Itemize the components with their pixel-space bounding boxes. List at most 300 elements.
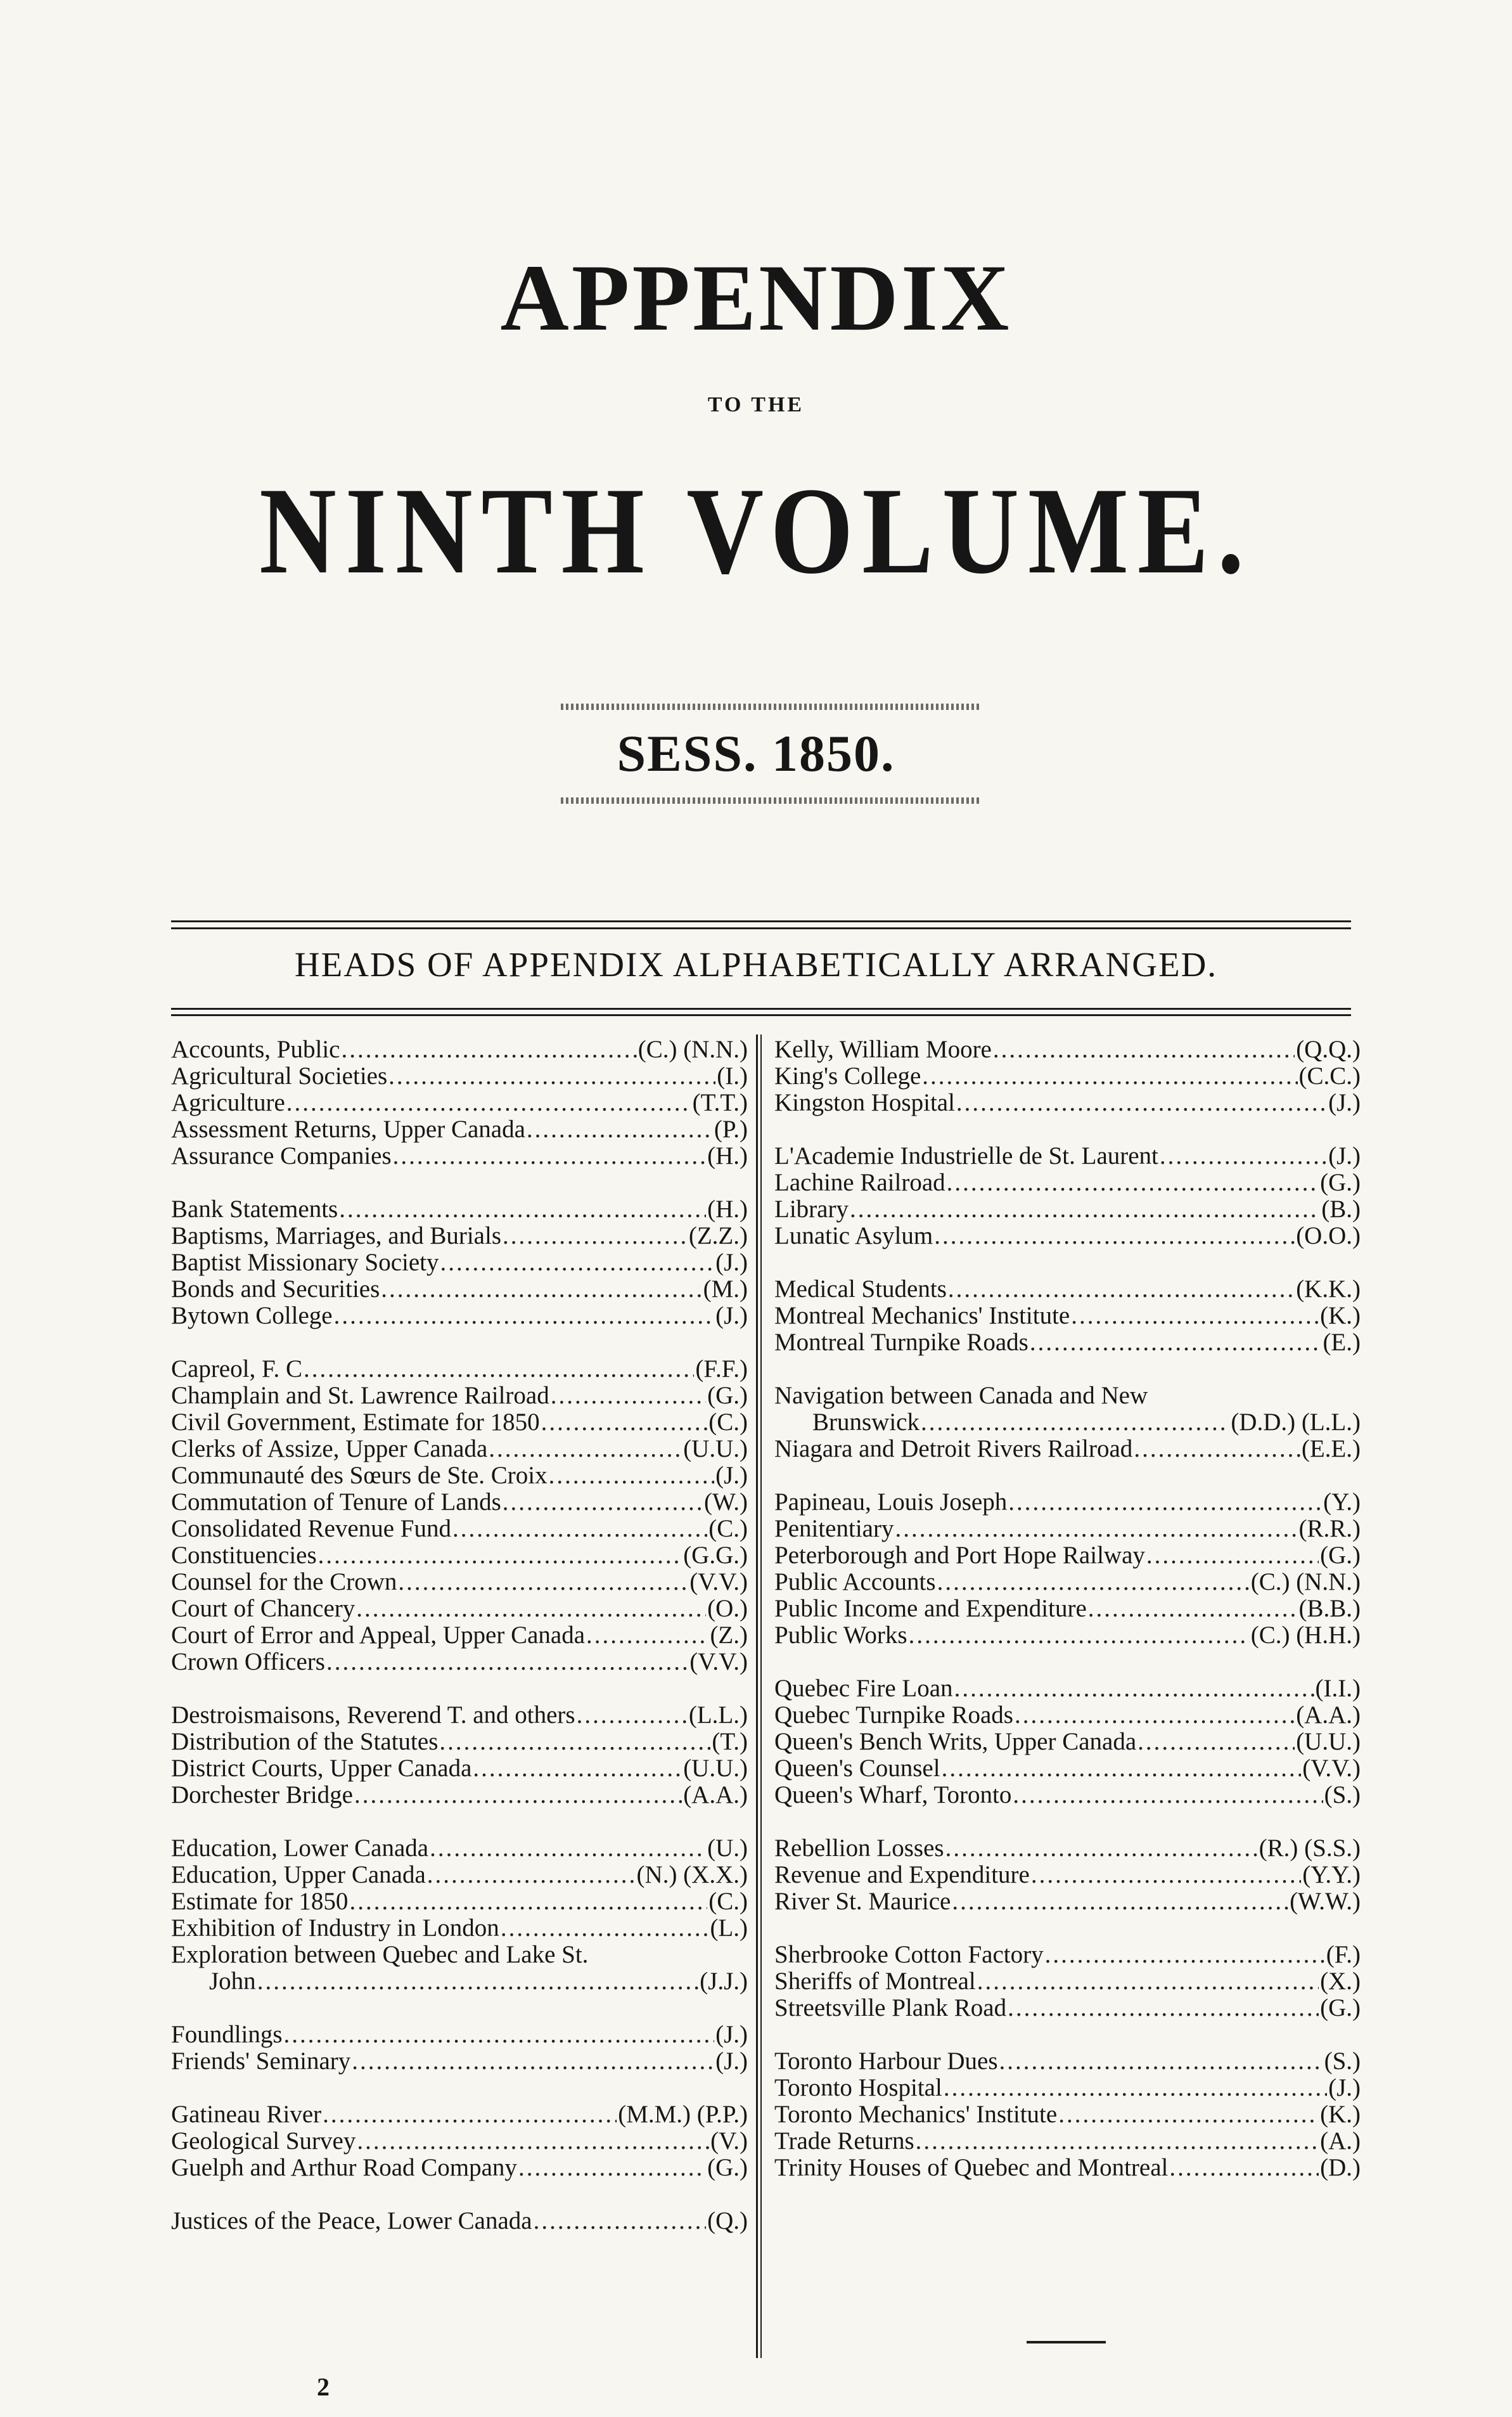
entry-reference: (G.) [707, 1382, 748, 1409]
entry-label: Crown Officers [171, 1648, 325, 1675]
entry-label: Exploration between Quebec and Lake St. [171, 1941, 589, 1968]
entry-reference: (E.) [1323, 1329, 1361, 1356]
leader-dots [999, 2048, 1323, 2075]
subheader-rule-2 [171, 1014, 1351, 1016]
leader-dots [501, 1915, 709, 1942]
entry-label: Revenue and Expenditure [774, 1861, 1030, 1888]
entry-reference: (F.) [1326, 1941, 1361, 1968]
entry-label: Capreol, F. C [171, 1355, 303, 1383]
entry-label: Queen's Wharf, Toronto [774, 1781, 1012, 1808]
leader-dots [326, 1649, 688, 1675]
entry-reference: (K.) [1320, 1302, 1361, 1329]
index-entry [171, 1542, 748, 1569]
entry-reference: (J.) [1328, 2074, 1361, 2101]
index-entry [171, 1223, 748, 1249]
entry-label: Accounts, Public [171, 1036, 340, 1063]
entry-label: Consolidated Revenue Fund [171, 1515, 451, 1542]
page-number: 2 [317, 2373, 330, 2401]
index-entry [774, 1436, 1361, 1462]
entry-reference: (S.) [1324, 1781, 1361, 1808]
index-entry [774, 1170, 1361, 1196]
index-entry [171, 1383, 748, 1409]
entry-reference: (O.O.) [1296, 1222, 1361, 1249]
leader-dots [284, 2021, 715, 2048]
entry-label: Toronto Harbour Dues [774, 2047, 998, 2075]
entry-reference: (Y.) [1323, 1488, 1361, 1516]
entry-label: Streetsville Plank Road [774, 1994, 1007, 2021]
index-entry [171, 1409, 748, 1436]
leader-dots [922, 1063, 1297, 1090]
index-entry [774, 1755, 1361, 1782]
leader-dots [323, 2101, 617, 2128]
leader-dots [1015, 1702, 1295, 1729]
index-entry [774, 1409, 1361, 1436]
entry-reference: (C.) [708, 1888, 748, 1915]
index-entry [774, 1729, 1361, 1755]
leader-dots [909, 1622, 1250, 1649]
header-rule-thin-2 [171, 927, 1351, 929]
entry-label: Baptisms, Marriages, and Burials [171, 1222, 501, 1249]
leader-dots [341, 1036, 636, 1063]
leader-dots [577, 1702, 688, 1729]
entry-label: Friends' Seminary [171, 2047, 351, 2075]
leader-dots [473, 1755, 682, 1782]
session-heading: SESS. 1850. [617, 725, 895, 782]
index-entry [774, 1542, 1361, 1569]
entry-reference: (D.) [1320, 2154, 1361, 2181]
entry-reference: (J.) [715, 1302, 748, 1329]
entry-label: Queen's Counsel [774, 1755, 940, 1782]
entry-reference: (J.J.) [700, 1968, 748, 1995]
entry-label: Public Accounts [774, 1568, 936, 1595]
entry-label: Foundlings [171, 2021, 283, 2048]
index-entry [171, 1755, 748, 1782]
leader-dots [356, 1595, 706, 1622]
entry-reference: (U.) [707, 1834, 748, 1862]
entry-reference: (G.G.) [683, 1542, 748, 1569]
entry-reference: (V.V.) [689, 1568, 748, 1595]
entry-label: Baptist Missionary Society [171, 1249, 439, 1276]
entry-reference: (T.T.) [692, 1089, 748, 1116]
index-entry [171, 2021, 748, 2048]
index-entry [774, 2101, 1361, 2128]
index-entry [171, 1835, 748, 1862]
index-entry [171, 1036, 748, 1063]
entry-reference: (M.) [703, 1275, 748, 1303]
index-entry [774, 1595, 1361, 1622]
index-entry [171, 2208, 748, 2234]
leader-dots [393, 1143, 706, 1170]
index-entry [774, 1782, 1361, 1808]
leader-dots [1031, 1862, 1301, 1888]
leader-dots [1088, 1595, 1298, 1622]
entry-reference: (A.A.) [1296, 1701, 1361, 1729]
entry-label: Exhibition of Industry in London [171, 1914, 499, 1942]
index-entry [171, 2101, 748, 2128]
entry-reference: (S.) [1324, 2047, 1361, 2075]
decorative-rule-bottom [561, 797, 979, 804]
entry-reference: (G.) [1320, 1169, 1361, 1196]
leader-dots [1160, 1143, 1327, 1170]
leader-dots [1071, 1303, 1319, 1329]
leader-dots [1013, 1782, 1323, 1808]
entry-reference: (C.C.) [1298, 1062, 1361, 1090]
leader-dots [1169, 2155, 1319, 2181]
index-entry [774, 1835, 1361, 1862]
index-entry [774, 1276, 1361, 1303]
index-entry [774, 1675, 1361, 1702]
leader-dots [921, 1409, 1229, 1436]
end-rule [1027, 2341, 1106, 2343]
entry-label: Geological Survey [171, 2127, 356, 2155]
entry-reference: (L.L.) [688, 1701, 748, 1729]
entry-label: Counsel for the Crown [171, 1568, 397, 1595]
leader-dots [381, 1276, 702, 1303]
leader-dots [1146, 1542, 1319, 1569]
entry-label: King's College [774, 1062, 921, 1090]
leader-dots [503, 1223, 688, 1249]
entry-label: Bank Statements [171, 1196, 338, 1223]
entry-label: Assurance Companies [171, 1142, 392, 1170]
index-entry [171, 1888, 748, 1915]
entry-label: Toronto Mechanics' Institute [774, 2101, 1058, 2128]
column-divider-2 [760, 1034, 762, 2358]
index-entry [774, 1303, 1361, 1329]
entry-label: Estimate for 1850 [171, 1888, 349, 1915]
index-entry [171, 1249, 748, 1276]
entry-label: Guelph and Arthur Road Company [171, 2154, 517, 2181]
entry-label: Navigation between Canada and New [774, 1382, 1148, 1409]
entry-reference: (V.V.) [689, 1648, 748, 1675]
index-entry [774, 1862, 1361, 1888]
index-entry [171, 2048, 748, 2075]
entry-label: Commutation of Tenure of Lands [171, 1488, 501, 1516]
leader-dots [489, 1436, 682, 1462]
leader-dots [1030, 1329, 1322, 1356]
entry-label: Montreal Turnpike Roads [774, 1329, 1028, 1356]
entry-reference: (N.) (X.X.) [636, 1861, 748, 1888]
index-column-right [774, 1036, 1361, 2181]
index-entry [171, 1622, 748, 1649]
index-entry [774, 1143, 1361, 1170]
leader-dots [586, 1622, 708, 1649]
entry-label: Dorchester Bridge [171, 1781, 353, 1808]
entry-reference: (C.) [708, 1515, 748, 1542]
index-entry [171, 1462, 748, 1489]
entry-reference: (A.) [1320, 2127, 1361, 2155]
entry-reference: (B.B.) [1298, 1595, 1361, 1622]
leader-dots [398, 1569, 688, 1595]
index-entry [774, 1968, 1361, 1995]
heads-title: HEADS OF APPENDIX ALPHABETICALLY ARRANGED. [294, 945, 1218, 984]
entry-label: L'Academie Industrielle de St. Laurent [774, 1142, 1158, 1170]
entry-reference: (Q.) [707, 2207, 748, 2234]
entry-reference: (F.F.) [695, 1355, 748, 1383]
leader-dots [334, 1303, 715, 1329]
index-column-left [171, 1036, 748, 2234]
title-appendix: APPENDIX [500, 245, 1012, 351]
index-entry [171, 1436, 748, 1462]
index-entry [774, 2075, 1361, 2101]
index-entry [774, 1329, 1361, 1356]
entry-reference: (E.E.) [1301, 1435, 1361, 1462]
entry-reference: (V.V.) [1302, 1755, 1361, 1782]
index-entry [171, 1143, 748, 1170]
index-entry [774, 2155, 1361, 2181]
index-entry [171, 1702, 748, 1729]
entry-reference: (B.) [1321, 1196, 1361, 1223]
leader-dots [427, 1862, 636, 1888]
entry-reference: (C.) (N.N.) [637, 1036, 748, 1063]
entry-label: Lachine Railroad [774, 1169, 945, 1196]
entry-reference: (Z.Z.) [688, 1222, 748, 1249]
leader-dots [503, 1489, 703, 1516]
leader-dots [944, 2075, 1327, 2101]
leader-dots [527, 1116, 713, 1143]
entry-reference: (L.) [710, 1914, 748, 1942]
entry-label: Kelly, William Moore [774, 1036, 992, 1063]
entry-label: Lunatic Asylum [774, 1222, 933, 1249]
index-entry [774, 1516, 1361, 1542]
leader-dots [541, 1409, 708, 1436]
header-rule-thin [171, 920, 1351, 922]
entry-reference: (A.A.) [683, 1781, 748, 1808]
entry-reference: (Z.) [710, 1621, 748, 1649]
leader-dots [942, 1755, 1302, 1782]
leader-dots [977, 1968, 1319, 1995]
entry-reference: (U.U.) [683, 1755, 748, 1782]
title-volume: NINTH VOLUME. [259, 462, 1253, 600]
index-entry [774, 1942, 1361, 1968]
leader-dots [354, 1782, 682, 1808]
entry-label: Trade Returns [774, 2127, 914, 2155]
index-entry [171, 2155, 748, 2181]
index-entry [774, 1063, 1361, 1090]
leader-dots [1137, 1729, 1295, 1755]
entry-label: Clerks of Assize, Upper Canada [171, 1435, 488, 1462]
leader-dots [452, 1516, 707, 1542]
index-entry [774, 1995, 1361, 2021]
entry-label: Assessment Returns, Upper Canada [171, 1116, 525, 1143]
entry-label: Justices of the Peace, Lower Canada [171, 2207, 532, 2234]
index-entry [171, 1276, 748, 1303]
entry-reference: (H.) [707, 1196, 748, 1223]
entry-reference: (R.R.) [1298, 1515, 1361, 1542]
entry-reference: (C.) (H.H.) [1250, 1621, 1361, 1649]
leader-dots [349, 1888, 707, 1915]
index-entry [171, 1595, 748, 1622]
entry-label: Bonds and Securities [171, 1275, 380, 1303]
index-entry [171, 1303, 748, 1329]
entry-label: Gatineau River [171, 2101, 322, 2128]
index-entry [774, 1569, 1361, 1595]
entry-label: Toronto Hospital [774, 2074, 942, 2101]
index-entry [171, 1649, 748, 1675]
index-entry [171, 1942, 748, 1968]
entry-reference: (U.U.) [683, 1435, 748, 1462]
entry-label: Public Income and Expenditure [774, 1595, 1087, 1622]
index-entry [774, 1090, 1361, 1116]
leader-dots [934, 1223, 1295, 1249]
entry-reference: (G.) [1320, 1542, 1361, 1569]
entry-label: Papineau, Louis Joseph [774, 1488, 1008, 1516]
index-entry [171, 1063, 748, 1090]
leader-dots [534, 2208, 706, 2234]
entry-reference: (T.) [712, 1728, 748, 1755]
entry-label: Library [774, 1196, 849, 1223]
entry-label: Medical Students [774, 1275, 947, 1303]
index-entry [774, 1036, 1361, 1063]
leader-dots [440, 1249, 715, 1276]
entry-label: Sherbrooke Cotton Factory [774, 1941, 1044, 1968]
leader-dots [352, 2048, 714, 2075]
entry-label: Peterborough and Port Hope Railway [774, 1542, 1145, 1569]
entry-label: Sheriffs of Montreal [774, 1968, 976, 1995]
leader-dots [439, 1729, 710, 1755]
entry-reference: (G.) [1320, 1994, 1361, 2021]
entry-label: Quebec Fire Loan [774, 1675, 953, 1702]
entry-label: Quebec Turnpike Roads [774, 1701, 1013, 1729]
index-entry [171, 1090, 748, 1116]
index-entry [774, 2128, 1361, 2155]
entry-reference: (I.) [717, 1062, 748, 1090]
index-entry [774, 1622, 1361, 1649]
leader-dots [518, 2155, 706, 2181]
entry-label: Agriculture [171, 1089, 285, 1116]
leader-dots [954, 1675, 1314, 1702]
index-entry [774, 1702, 1361, 1729]
entry-reference: (J.) [1328, 1089, 1361, 1116]
leader-dots [952, 1888, 1288, 1915]
subheader-rule [171, 1008, 1351, 1010]
leader-dots [1045, 1942, 1325, 1968]
leader-dots [357, 2128, 709, 2155]
index-entry [774, 1223, 1361, 1249]
leader-dots [916, 2128, 1319, 2155]
leader-dots [339, 1196, 706, 1223]
decorative-rule-top [561, 704, 979, 710]
index-entry [171, 1356, 748, 1383]
leader-dots [551, 1383, 706, 1409]
index-entry [171, 2128, 748, 2155]
entry-reference: (V.) [710, 2127, 748, 2155]
entry-reference: (W.W.) [1290, 1888, 1361, 1915]
entry-reference: (Q.Q.) [1296, 1036, 1361, 1063]
entry-reference: (P.) [714, 1116, 748, 1143]
index-entry [171, 1782, 748, 1808]
index-entry [171, 1862, 748, 1888]
entry-reference: (O.) [707, 1595, 748, 1622]
entry-label: Trinity Houses of Quebec and Montreal [774, 2154, 1169, 2181]
entry-reference: (K.K.) [1296, 1275, 1361, 1303]
index-entry [171, 1968, 748, 1995]
leader-dots [1008, 1489, 1322, 1516]
index-entry [171, 1116, 748, 1143]
leader-dots [1008, 1995, 1319, 2021]
entry-label: River St. Maurice [774, 1888, 951, 1915]
index-entry [774, 1196, 1361, 1223]
index-entry [171, 1729, 748, 1755]
entry-label: Montreal Mechanics' Institute [774, 1302, 1070, 1329]
entry-label: Distribution of the Statutes [171, 1728, 439, 1755]
entry-reference: (R.) (S.S.) [1259, 1834, 1361, 1862]
entry-reference: (K.) [1320, 2101, 1361, 2128]
entry-label: Public Works [774, 1621, 907, 1649]
entry-label: Constituencies [171, 1542, 317, 1569]
entry-label: Brunswick [812, 1408, 919, 1436]
entry-label: Bytown College [171, 1302, 333, 1329]
entry-label: Champlain and St. Lawrence Railroad [171, 1382, 549, 1409]
leader-dots [318, 1542, 682, 1569]
entry-reference: (J.) [1328, 1142, 1361, 1170]
entry-reference: (X.) [1320, 1968, 1361, 1995]
leader-dots [1134, 1436, 1300, 1462]
column-divider [756, 1034, 758, 2358]
leader-dots [388, 1063, 715, 1090]
leader-dots [948, 1276, 1295, 1303]
leader-dots [257, 1968, 698, 1995]
entry-reference: (J.) [715, 2021, 748, 2048]
entry-reference: (C.) [708, 1408, 748, 1436]
entry-label: Court of Error and Appeal, Upper Canada [171, 1621, 586, 1649]
entry-label: Civil Government, Estimate for 1850 [171, 1408, 540, 1436]
entry-label: Agricultural Societies [171, 1062, 388, 1090]
entry-reference: (C.) (N.N.) [1250, 1568, 1361, 1595]
index-entry [774, 2048, 1361, 2075]
entry-label: Communauté des Sœurs de Ste. Croix [171, 1462, 548, 1489]
leader-dots [947, 1170, 1319, 1196]
leader-dots [895, 1516, 1297, 1542]
index-entry [171, 1569, 748, 1595]
index-entry [171, 1196, 748, 1223]
leader-dots [1058, 2101, 1319, 2128]
leader-dots [286, 1090, 691, 1116]
leader-dots [549, 1462, 714, 1489]
entry-reference: (J.) [715, 1249, 748, 1276]
entry-reference: (J.) [715, 2047, 748, 2075]
entry-label: Penitentiary [774, 1515, 894, 1542]
entry-label: John [209, 1968, 256, 1995]
entry-reference: (Y.Y.) [1302, 1861, 1361, 1888]
leader-dots [304, 1356, 694, 1383]
entry-reference: (M.M.) (P.P.) [618, 2101, 748, 2128]
entry-reference: (G.) [707, 2154, 748, 2181]
leader-dots [993, 1036, 1295, 1063]
entry-label: Queen's Bench Writs, Upper Canada [774, 1728, 1137, 1755]
entry-label: Rebellion Losses [774, 1834, 944, 1862]
entry-label: Education, Upper Canada [171, 1861, 426, 1888]
entry-label: Niagara and Detroit Rivers Railroad [774, 1435, 1133, 1462]
index-entry [171, 1915, 748, 1942]
entry-reference: (J.) [715, 1462, 748, 1489]
index-entry [171, 1489, 748, 1516]
entry-label: Court of Chancery [171, 1595, 356, 1622]
leader-dots [850, 1196, 1320, 1223]
entry-reference: (H.) [707, 1142, 748, 1170]
index-entry [774, 1383, 1361, 1409]
entry-reference: (D.D.) (L.L.) [1231, 1408, 1361, 1436]
leader-dots [937, 1569, 1250, 1595]
index-entry [171, 1516, 748, 1542]
title-to-the: TO THE [707, 393, 805, 416]
index-entry [774, 1489, 1361, 1516]
entry-reference: (U.U.) [1296, 1728, 1361, 1755]
entry-reference: (I.I.) [1315, 1675, 1361, 1702]
entry-reference: (W.) [704, 1488, 748, 1516]
leader-dots [956, 1090, 1327, 1116]
entry-label: Destroismaisons, Reverend T. and others [171, 1701, 575, 1729]
entry-label: District Courts, Upper Canada [171, 1755, 472, 1782]
